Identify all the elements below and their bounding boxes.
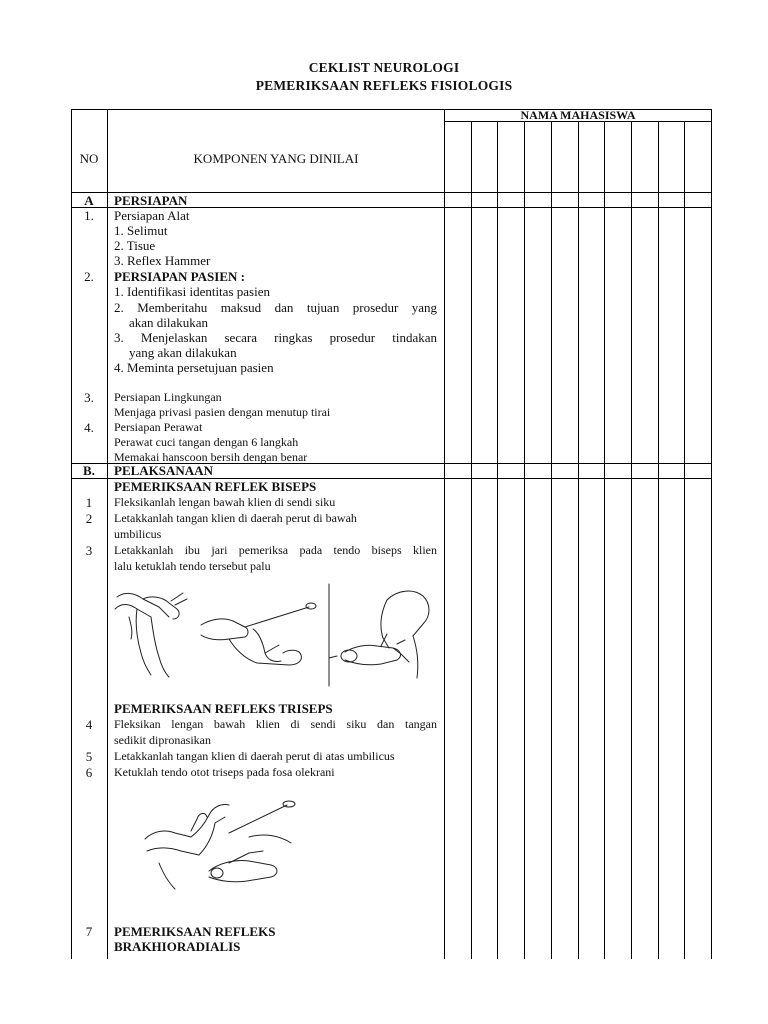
step-no-5: 5 [85,749,93,764]
table-border-left [71,109,72,959]
section-b-no: B. [83,463,95,478]
triseps-step-4b: sedikit dipronasikan [114,733,211,747]
perawat-step-1: Perawat cuci tangan dengan 6 langkah [114,435,299,449]
section-a-title: PERSIAPAN [114,193,188,208]
no-column-divider [107,109,108,959]
step-no-1: 1 [85,495,93,510]
item-no-2: 2. [84,269,94,284]
persiapan-pasien-title: PERSIAPAN PASIEN : [114,269,245,284]
step-no-7: 7 [85,924,93,939]
title-line-1: CEKLIST NEUROLOGI [308,60,460,75]
triseps-step-4a: Fleksikan lengan bawah klien di sendi siku dan tangan [114,717,437,731]
pasien-step-2b: akan dilakukan [129,315,209,330]
perawat-step-2: Memakai hanscoon bersih dengan benar [114,450,308,464]
alat-item-1: 1. Selimut [114,223,168,238]
pasien-step-3b: yang akan dilakukan [129,345,237,360]
pasien-step-4: 4. Meminta persetujuan pasien [114,360,274,375]
student-column-line [551,121,552,959]
item-no-1: 1. [84,208,94,223]
step-no-2: 2 [85,511,93,526]
triseps-illustration [139,793,309,893]
biseps-step-2a: Letakkanlah tangan klien di daerah perut di bawah [114,511,357,525]
persiapan-alat-title: Persiapan Alat [114,208,190,223]
biseps-illustration-3 [327,582,437,692]
alat-item-3: 3. Reflex Hammer [114,253,211,268]
student-column-line [684,121,685,959]
brakhio-title-1: PEMERIKSAAN REFLEKS [114,924,276,939]
step-no-3: 3 [85,543,93,558]
item-no-4: 4. [84,420,94,435]
persiapan-perawat-title: Persiapan Perawat [114,420,203,434]
biseps-illustration-1 [111,587,191,682]
header-no: NO [79,151,99,166]
section-a-no: A [84,193,94,208]
student-column-line [497,121,498,959]
student-column-line [471,121,472,959]
step-no-4: 4 [85,717,93,732]
brakhio-title-2: BRAKHIORADIALIS [114,939,241,954]
header-component: KOMPONEN YANG DINILAI [193,151,359,166]
persiapan-lingkungan-title: Persiapan Lingkungan [114,390,222,404]
pasien-step-3a: 3. Menjelaskan secara ringkas prosedur tindakan [114,330,437,345]
header-students: NAMA MAHASISWA [520,108,636,122]
alat-item-2: 2. Tisue [114,238,156,253]
biseps-step-3a: Letakkanlah ibu jari pemeriksa pada tendo biseps klien [114,543,437,557]
triseps-step-5: Letakkanlah tangan klien di daerah perut di atas umbilicus [114,749,395,763]
section-b-title: PELAKSANAAN [114,463,213,478]
biseps-step-1: Fleksikanlah lengan bawah klien di sendi siku [114,495,336,509]
step-no-6: 6 [85,765,93,780]
biseps-title: PEMERIKSAAN REFLEK BISEPS [114,479,317,494]
component-column-divider [444,109,445,959]
student-column-line [604,121,605,959]
table-border-right [711,109,712,959]
student-column-line [631,121,632,959]
biseps-step-2b: umbilicus [114,527,162,541]
student-column-line [578,121,579,959]
pasien-step-1: 1. Identifikasi identitas pasien [114,284,270,299]
triseps-step-6: Ketuklah tendo otot triseps pada fosa olekrani [114,765,335,779]
checklist-table [71,109,712,959]
lingkungan-text: Menjaga privasi pasien dengan menutup tirai [114,405,331,419]
pasien-step-2a: 2. Memberitahu maksud dan tujuan prosedur yang [114,300,437,315]
student-column-line [524,121,525,959]
biseps-step-3b: lalu ketuklah tendo tersebut palu [114,559,271,573]
triseps-title: PEMERIKSAAN REFLEKS TRISEPS [114,701,333,716]
title-line-2: PEMERIKSAAN REFLEKS FISIOLOGIS [255,78,513,93]
biseps-illustration-2 [199,599,319,669]
student-column-line [658,121,659,959]
item-no-3: 3. [84,390,94,405]
